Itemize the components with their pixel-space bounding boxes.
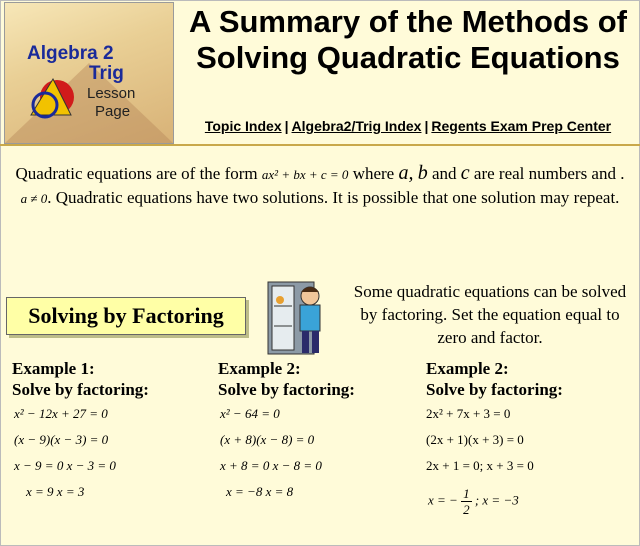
intro-text-4: . Quadratic equations have two solutions. It is possible that one solution may repeat.	[47, 188, 620, 207]
logo-subtitle: Trig	[89, 63, 124, 84]
intro-text-2: where	[352, 164, 395, 183]
example-3-step-3: 2x + 1 = 0; x + 3 = 0	[426, 458, 534, 473]
var-c: c	[460, 162, 470, 184]
solution-prefix: x = −	[428, 492, 458, 508]
fraction-one-half	[461, 486, 472, 517]
logo-lesson-label: Lesson	[87, 85, 136, 102]
example-label: Example 2:	[218, 359, 301, 378]
section-heading-solving-by-factoring: Solving by Factoring	[6, 297, 246, 335]
example-3-header	[426, 358, 563, 400]
example-3-step-4	[428, 486, 519, 517]
example-2-step-3: x + 8 = 0 x − 8 = 0	[220, 458, 322, 473]
example-1-step-1: x² − 12x + 27 = 0	[14, 406, 108, 421]
cartoon-boy-at-refrigerator-icon	[262, 276, 340, 356]
lesson-page-logo[interactable]	[4, 2, 174, 144]
fraction-denominator: 2	[463, 502, 470, 517]
logo-title: Algebra 2	[27, 43, 114, 64]
topic-index-link[interactable]: Topic Index	[204, 118, 282, 134]
link-separator: |	[284, 118, 289, 134]
example-1-step-3: x − 9 = 0 x − 3 = 0	[14, 458, 116, 473]
example-instruction: Solve by factoring:	[218, 380, 355, 399]
example-2-step-1: x² − 64 = 0	[220, 406, 280, 421]
page-title: A Summary of the Methods of Solving Quadratic Equations	[188, 4, 628, 75]
logo-page-label: Page	[95, 103, 131, 120]
var-b: b	[417, 162, 428, 184]
var-a: a,	[398, 162, 414, 184]
header-divider	[0, 144, 640, 146]
example-3-step-2: (2x + 1)(x + 3) = 0	[426, 432, 524, 447]
solution-suffix: ; x = −3	[474, 492, 519, 508]
example-label: Example 1:	[12, 359, 95, 378]
fraction-numerator: 1	[463, 486, 470, 501]
index-links	[180, 118, 636, 134]
example-instruction: Solve by factoring:	[426, 380, 563, 399]
intro-text-3: are real numbers and .	[473, 164, 625, 183]
geometry-shapes-icon	[27, 75, 79, 119]
example-1-header	[12, 358, 149, 400]
example-instruction: Solve by factoring:	[12, 380, 149, 399]
example-2-step-2: (x + 8)(x − 8) = 0	[220, 432, 315, 447]
intro-text-1: Quadratic equations are of the form	[15, 164, 258, 183]
link-separator: |	[424, 118, 429, 134]
algebra-trig-index-link[interactable]: Algebra2/Trig Index	[291, 118, 422, 134]
example-label: Example 2:	[426, 359, 509, 378]
quadratic-standard-form: ax² + bx + c = 0	[261, 167, 349, 182]
factoring-description: Some quadratic equations can be solved by factoring. Set the equation equal to zero and factor.	[353, 282, 627, 347]
example-3-step-1: 2x² + 7x + 3 = 0	[426, 406, 511, 421]
example-2-header	[218, 358, 355, 400]
regents-exam-prep-link[interactable]: Regents Exam Prep Center	[431, 118, 612, 134]
example-1-step-4: x = 9 x = 3	[26, 484, 85, 499]
example-2-step-4: x = −8 x = 8	[226, 484, 294, 499]
a-not-zero-condition: a ≠ 0	[20, 191, 48, 206]
intro-and: and	[431, 164, 457, 183]
example-1-step-2: (x − 9)(x − 3) = 0	[14, 432, 109, 447]
intro-paragraph	[8, 162, 632, 210]
